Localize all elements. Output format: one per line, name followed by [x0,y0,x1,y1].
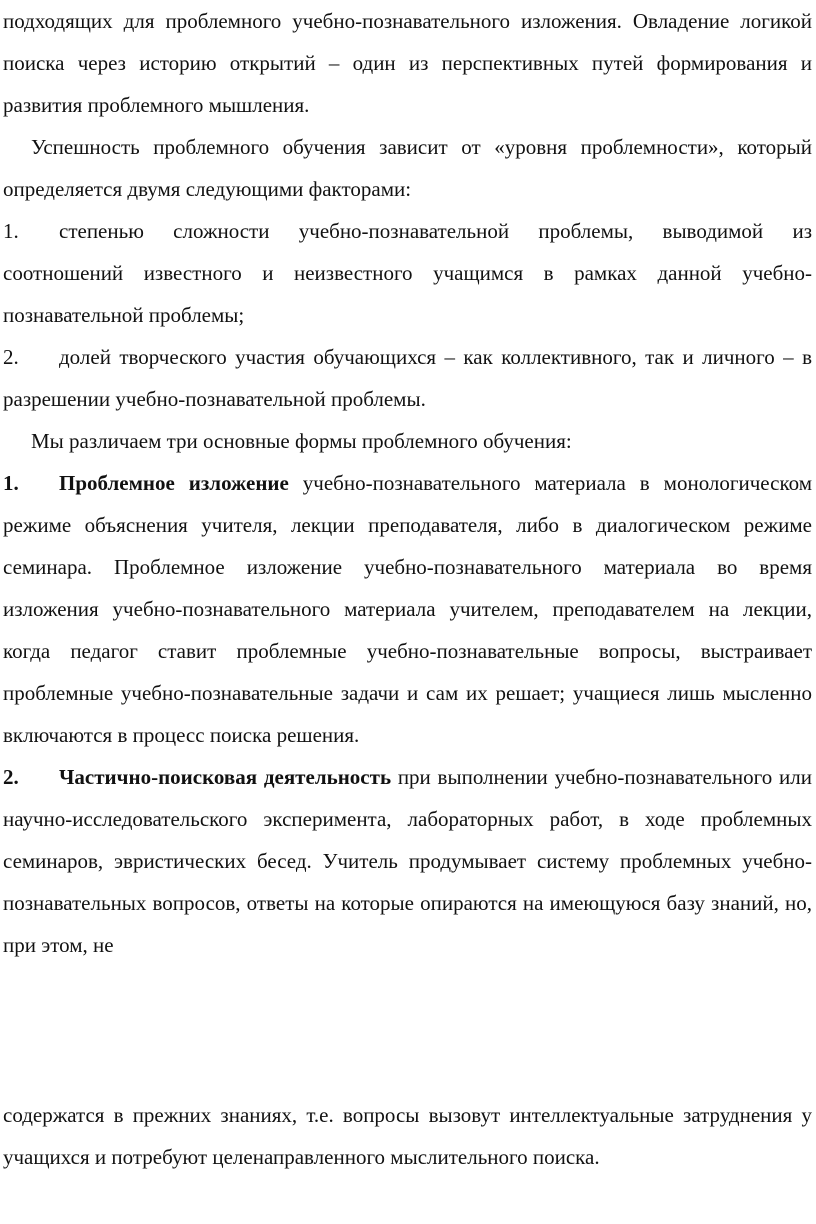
factor-number-1: 1. [3,219,19,243]
factor-text-1: степенью сложности учебно-познавательной проблемы, выводимой из соотношений известного и неизвестного учащимся в рамках данной учебно-познавательной проблемы; [3,219,812,327]
form-item-1 [3,462,812,756]
forms-intro-paragraph: Мы различаем три основные формы проблемного обучения: [31,429,572,453]
form-text-2: при выполнении учебно-познавательного или научно-исследовательского эксперимента, лабораторных работ, в ходе проблемных семинаров, эвристических бесед. Учитель продумывает систему проблемных учебно-познавательных вопросов, ответы на которые опираются на имеющуюся базу знаний, но, при этом, не [3,765,812,957]
form-number-1: 1. [3,471,19,495]
factor-item-1 [3,210,812,336]
form-title-1: Проблемное изложение [59,471,289,495]
form-title-2: Частично-поисковая деятельность [59,765,392,789]
form-item-2 [3,756,812,966]
main-text-block [3,0,812,966]
factor-number-2: 2. [3,345,19,369]
continuation-paragraph: содержатся в прежних знаниях, т.е. вопросы вызовут интеллектуальные затруднения у учащихся и потребуют целенаправленного мыслительного поиска. [3,1103,812,1169]
factor-text-2: долей творческого участия обучающихся – как коллективного, так и личного – в разрешении учебно-познавательной проблемы. [3,345,812,411]
form-text-1: учебно-познавательного материала в монологическом режиме объяснения учителя, лекции преподавателя, либо в диалогическом режиме семинара. Проблемное изложение учебно-познавательного материала во время изложения учебно-познавательного материала учителем, преподавателем на лекции, когда педагог ставит проблемные учебно-познавательные вопросы, выстраивает проблемные учебно-познавательные задачи и сам их решает; учащиеся лишь мысленно включаются в процесс поиска решения. [3,471,812,747]
continuation-text-block [3,1094,812,1178]
intro-paragraph: подходящих для проблемного учебно-познавательного изложения. Овладение логикой поиска через историю открытий – один из перспективных путей формирования и развития проблемного мышления. [3,9,812,117]
factor-item-2 [3,336,812,420]
success-paragraph: Успешность проблемного обучения зависит от «уровня проблемности», который определяется двумя следующими факторами: [3,135,812,201]
form-number-2: 2. [3,765,19,789]
